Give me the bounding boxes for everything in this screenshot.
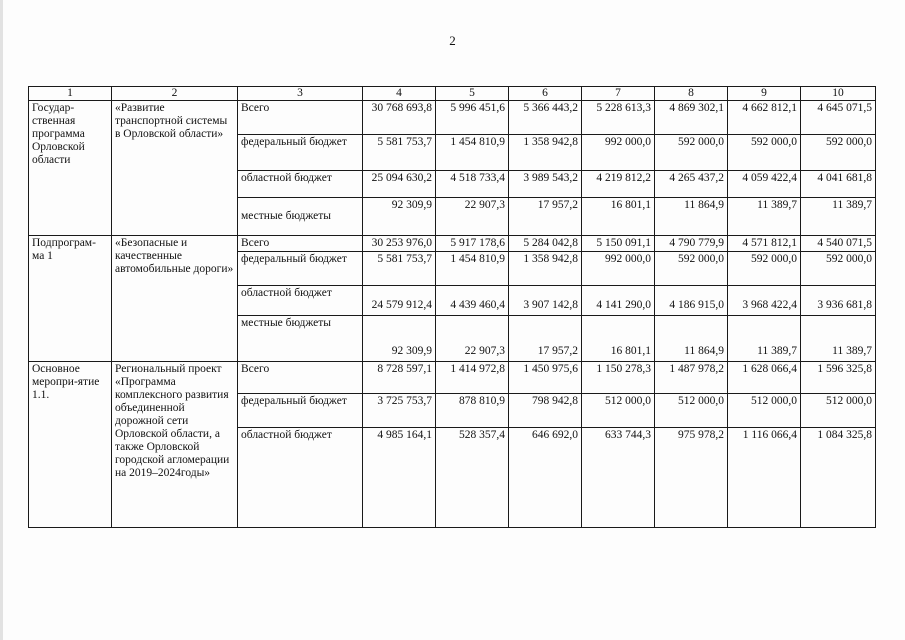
value-cell: 5 581 753,7 [363,252,436,286]
program-name-cell: «Развитие транспортной системы в Орловской области» [112,101,238,236]
value-cell: 22 907,3 [436,198,509,236]
value-cell: 4 141 290,0 [582,286,655,316]
header-cell: 9 [728,87,801,101]
source-cell: федеральный бюджет [238,252,363,286]
value-cell: 11 864,9 [655,198,728,236]
source-cell: областной бюджет [238,428,363,528]
value-cell: 3 968 422,4 [728,286,801,316]
value-cell: 975 978,2 [655,428,728,528]
header-cell: 7 [582,87,655,101]
value-cell: 4 219 812,2 [582,171,655,198]
value-cell: 592 000,0 [801,252,876,286]
value-cell: 17 957,2 [509,198,582,236]
value-cell: 4 790 779,9 [655,236,728,252]
value-cell: 11 864,9 [655,316,728,362]
value-cell: 5 996 451,6 [436,101,509,135]
value-cell: 1 116 066,4 [728,428,801,528]
value-cell: 92 309,9 [363,198,436,236]
value-cell: 11 389,7 [728,316,801,362]
value-cell: 992 000,0 [582,252,655,286]
value-cell: 1 414 972,8 [436,362,509,394]
value-cell: 25 094 630,2 [363,171,436,198]
value-cell: 592 000,0 [728,135,801,171]
value-cell: 3 989 543,2 [509,171,582,198]
value-cell: 4 540 071,5 [801,236,876,252]
value-cell: 512 000,0 [728,394,801,428]
header-cell: 4 [363,87,436,101]
source-cell: областной бюджет [238,286,363,316]
header-cell: 1 [29,87,112,101]
value-cell: 4 059 422,4 [728,171,801,198]
value-cell: 878 810,9 [436,394,509,428]
program-cell: Государ-ственная программа Орловской области [29,101,112,236]
value-cell: 1 454 810,9 [436,252,509,286]
value-cell: 1 358 942,8 [509,135,582,171]
value-cell: 1 084 325,8 [801,428,876,528]
value-cell: 16 801,1 [582,198,655,236]
value-cell: 4 041 681,8 [801,171,876,198]
value-cell: 5 917 178,6 [436,236,509,252]
value-cell: 512 000,0 [655,394,728,428]
header-cell: 2 [112,87,238,101]
value-cell: 1 487 978,2 [655,362,728,394]
value-cell: 4 662 812,1 [728,101,801,135]
table-row [29,101,876,135]
value-cell: 798 942,8 [509,394,582,428]
header-cell: 3 [238,87,363,101]
value-cell: 633 744,3 [582,428,655,528]
value-cell: 3 936 681,8 [801,286,876,316]
source-cell: федеральный бюджет [238,394,363,428]
value-cell: 1 454 810,9 [436,135,509,171]
value-cell: 11 389,7 [801,198,876,236]
value-cell: 5 284 042,8 [509,236,582,252]
header-row [29,87,876,101]
table-row [29,236,876,252]
source-cell: местные бюджеты [238,316,363,362]
value-cell: 592 000,0 [728,252,801,286]
value-cell: 512 000,0 [582,394,655,428]
value-cell: 4 186 915,0 [655,286,728,316]
source-cell: федеральный бюджет [238,135,363,171]
header-cell: 6 [509,87,582,101]
value-cell: 646 692,0 [509,428,582,528]
value-cell: 5 581 753,7 [363,135,436,171]
value-cell: 4 869 302,1 [655,101,728,135]
source-cell: Всего [238,101,363,135]
source-cell: Всего [238,362,363,394]
value-cell: 24 579 912,4 [363,286,436,316]
value-cell: 11 389,7 [801,316,876,362]
value-cell: 992 000,0 [582,135,655,171]
table-row [29,362,876,394]
value-cell: 592 000,0 [655,252,728,286]
value-cell: 3 725 753,7 [363,394,436,428]
value-cell: 11 389,7 [728,198,801,236]
value-cell: 1 150 278,3 [582,362,655,394]
value-cell: 512 000,0 [801,394,876,428]
value-cell: 1 358 942,8 [509,252,582,286]
value-cell: 30 253 976,0 [363,236,436,252]
value-cell: 592 000,0 [655,135,728,171]
program-name-cell: «Безопасные и качественные автомобильные дороги» [112,236,238,362]
program-cell: Подпрограм-ма 1 [29,236,112,362]
value-cell: 17 957,2 [509,316,582,362]
value-cell: 5 150 091,1 [582,236,655,252]
value-cell: 4 265 437,2 [655,171,728,198]
source-cell: Всего [238,236,363,252]
source-cell: областной бюджет [238,171,363,198]
program-cell: Основное меропри-ятие 1.1. [29,362,112,528]
value-cell: 5 366 443,2 [509,101,582,135]
source-cell: местные бюджеты [238,198,363,236]
value-cell: 8 728 597,1 [363,362,436,394]
value-cell: 1 628 066,4 [728,362,801,394]
value-cell: 22 907,3 [436,316,509,362]
value-cell: 92 309,9 [363,316,436,362]
value-cell: 5 228 613,3 [582,101,655,135]
header-cell: 10 [801,87,876,101]
value-cell: 4 985 164,1 [363,428,436,528]
value-cell: 528 357,4 [436,428,509,528]
value-cell: 16 801,1 [582,316,655,362]
value-cell: 30 768 693,8 [363,101,436,135]
value-cell: 4 571 812,1 [728,236,801,252]
program-name-cell: Региональный проект «Программа комплексного развития объединенной дорожной сети Орловской области, а также Орловской городской агломерации на 2019–2024годы» [112,362,238,528]
header-cell: 5 [436,87,509,101]
value-cell: 4 518 733,4 [436,171,509,198]
value-cell: 1 596 325,8 [801,362,876,394]
value-cell: 1 450 975,6 [509,362,582,394]
value-cell: 4 645 071,5 [801,101,876,135]
page-edge [0,0,3,640]
page-number: 2 [449,33,456,48]
header-cell: 8 [655,87,728,101]
budget-table [28,86,876,528]
value-cell: 3 907 142,8 [509,286,582,316]
value-cell: 4 439 460,4 [436,286,509,316]
value-cell: 592 000,0 [801,135,876,171]
